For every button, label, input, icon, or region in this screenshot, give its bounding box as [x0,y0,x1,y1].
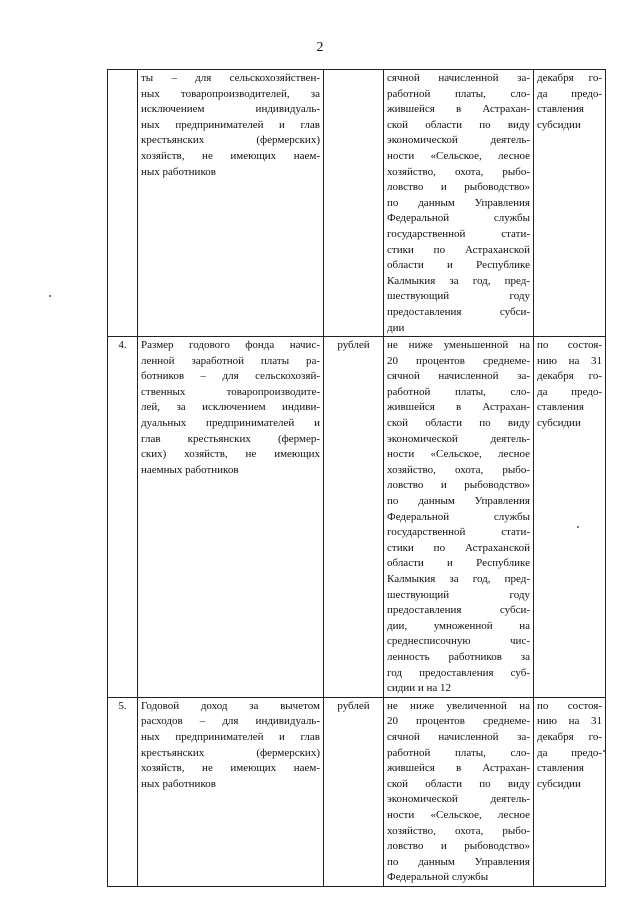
indicator-date [534,70,606,337]
indicator-value-line: 20 процентов среднеме- [387,354,530,367]
indicator-value-line: экономической деятель- [387,432,530,445]
indicator-date-line: ставления [537,103,584,116]
indicator-value-line: ности «Сельское, лесное [387,149,530,162]
indicator-name-line: Годовой доход за вычетом [141,699,320,712]
indicator-date-line: да предо- [537,746,602,759]
indicator-value-line: экономической деятель- [387,793,530,806]
indicator-name [138,697,324,886]
indicator-name [138,337,324,698]
indicator-value-line: ской области по виду [387,417,530,430]
indicator-date-line: нию на 31 [537,354,602,367]
indicator-value-line: области и Республике [387,259,530,272]
indicator-name-line: ских) хозяйств, не имеющих [141,448,320,461]
indicator-name-line: ных работников [141,165,216,178]
scan-speck [577,526,579,528]
indicator-name-line: расходов – для индивидуаль- [141,715,320,728]
indicator-name-line: ных работников [141,777,216,790]
indicator-value-line: работной платы, сло- [387,87,530,100]
indicator-value-line: жившейся в Астрахан- [387,103,530,116]
indicator-name-line: хозяйств, не имеющих наем- [141,149,320,162]
indicator-value-line: Калмыкия за год, пред- [387,573,530,585]
indicator-date-line: декабря го- [537,72,602,84]
indicator-name-line: лей, за исключением индиви- [141,401,320,414]
indicator-value [384,337,534,698]
indicator-name-line: ных предпринимателей и глав [141,730,320,743]
indicator-value-line: работной платы, сло- [387,385,530,398]
indicator-value-line: сячной начисленной за- [387,730,530,743]
scan-speck [49,295,51,297]
indicator-name [138,70,324,337]
indicator-name-line: ленной заработной платы ра- [141,354,320,367]
indicator-value-line: среднесписочную чис- [387,635,530,648]
indicator-name-line: крестьянских (фермерских) [141,746,320,759]
indicator-value-line: шествующий году [387,588,530,601]
row-number: 5. [118,699,127,712]
indicator-value-line: Федеральной службы [387,871,489,884]
indicator-date-line: по состоя- [537,699,602,712]
scan-speck [603,750,605,752]
indicator-date-line: по состоя- [537,339,602,352]
indicator-value-line: не ниже уменьшенной на [387,339,530,352]
indicator-value-line: сидии и на 12 [387,682,452,695]
indicator-value [384,70,534,337]
indicator-value-line: ности «Сельское, лесное [387,448,530,461]
indicator-value-line: шествующий году [387,290,530,303]
table-row [108,697,606,886]
unit: рублей [337,339,370,352]
indicator-date-line: нию на 31 [537,715,602,728]
indicator-date-line: да предо- [537,385,602,398]
indicator-value-line: жившейся в Астрахан- [387,401,530,414]
indicator-value-line: предоставления субси- [387,604,530,617]
row-number-cell [108,697,138,886]
table-row [108,337,606,698]
indicator-value-line: Калмыкия за год, пред- [387,274,530,287]
indicator-date-line: декабря го- [537,370,602,383]
indicator-value-line: хозяйство, охота, рыбо- [387,824,530,837]
indicator-value-line: работной платы, сло- [387,746,530,759]
indicator-name-line: ботников – для сельскохозяй- [141,370,320,383]
indicator-value-line: Федеральной службы [387,212,530,225]
indicator-value-line: ловство и рыбоводство» [387,479,530,492]
indicator-value [384,697,534,886]
indicator-name-line: исключением индивидуаль- [141,103,320,116]
indicator-value-line: 20 процентов среднеме- [387,715,530,728]
indicator-value-line: государственной стати- [387,526,530,539]
indicator-value-line: ленность работников за [387,650,530,663]
indicator-value-line: по данным Управления [387,196,530,209]
indicator-name-line: хозяйств, не имеющих наем- [141,762,320,775]
unit-cell [324,70,384,337]
indicator-date-line: декабря го- [537,730,602,743]
indicator-value-line: по данным Управления [387,855,530,868]
indicator-value-line: ловство и рыбоводство» [387,181,530,194]
indicator-value-line: стики по Астраханской [387,243,530,256]
indicator-name-line: Размер годового фонда начис- [141,339,320,352]
indicator-value-line: ности «Сельское, лесное [387,808,530,821]
indicator-date-line: ставления [537,401,584,414]
indicator-value-line: Федеральной службы [387,510,530,523]
unit-cell [324,697,384,886]
indicator-value-line: стики по Астраханской [387,541,530,554]
indicator-name-line: дуальных предпринимателей и [141,417,320,430]
indicator-name-line: глав крестьянских (фермер- [141,432,320,445]
indicator-value-line: хозяйство, охота, рыбо- [387,463,530,476]
indicator-value-line: дии [387,321,405,334]
indicator-value-line: ской области по виду [387,777,530,790]
indicator-value-line: предоставления субси- [387,305,530,318]
indicator-date-line: да предо- [537,87,602,100]
indicator-value-line: не ниже увеличенной на [387,699,530,712]
indicator-name-line: ственных товаропроизводите- [141,385,320,398]
unit: рублей [337,699,370,712]
indicator-value-line: дии, умноженной на [387,619,530,632]
indicator-value-line: области и Республике [387,557,530,570]
indicator-date [534,337,606,698]
indicator-value-line: экономической деятель- [387,134,530,147]
row-number-cell [108,70,138,337]
indicator-value-line: ловство и рыбоводство» [387,840,530,853]
page-number: 2 [316,40,324,55]
indicator-value-line: год предоставления суб- [387,666,530,679]
indicator-value-line: государственной стати- [387,227,530,240]
indicator-name-line: ных товаропроизводителей, за [141,87,320,100]
indicator-value-line: жившейся в Астрахан- [387,762,530,775]
table-row [108,70,606,337]
indicator-value-line: сячной начисленной за- [387,72,530,84]
indicator-date-line: субсидии [537,777,581,790]
indicator-value-line: сячной начисленной за- [387,370,530,383]
indicator-date-line: субсидии [537,417,581,430]
indicator-date-line: субсидии [537,118,581,131]
indicators-table [107,69,606,887]
indicator-value-line: ской области по виду [387,118,530,131]
indicator-name-line: наемных работников [141,463,239,476]
indicator-name-line: ных предпринимателей и глав [141,118,320,131]
indicator-value-line: хозяйство, охота, рыбо- [387,165,530,178]
row-number: 4. [118,339,127,352]
indicator-name-line: крестьянских (фермерских) [141,134,320,147]
indicator-date-line: ставления [537,762,584,775]
row-number-cell [108,337,138,698]
unit-cell [324,337,384,698]
indicator-value-line: по данным Управления [387,495,530,508]
indicator-date [534,697,606,886]
indicator-name-line: ты – для сельскохозяйствен- [141,72,320,84]
